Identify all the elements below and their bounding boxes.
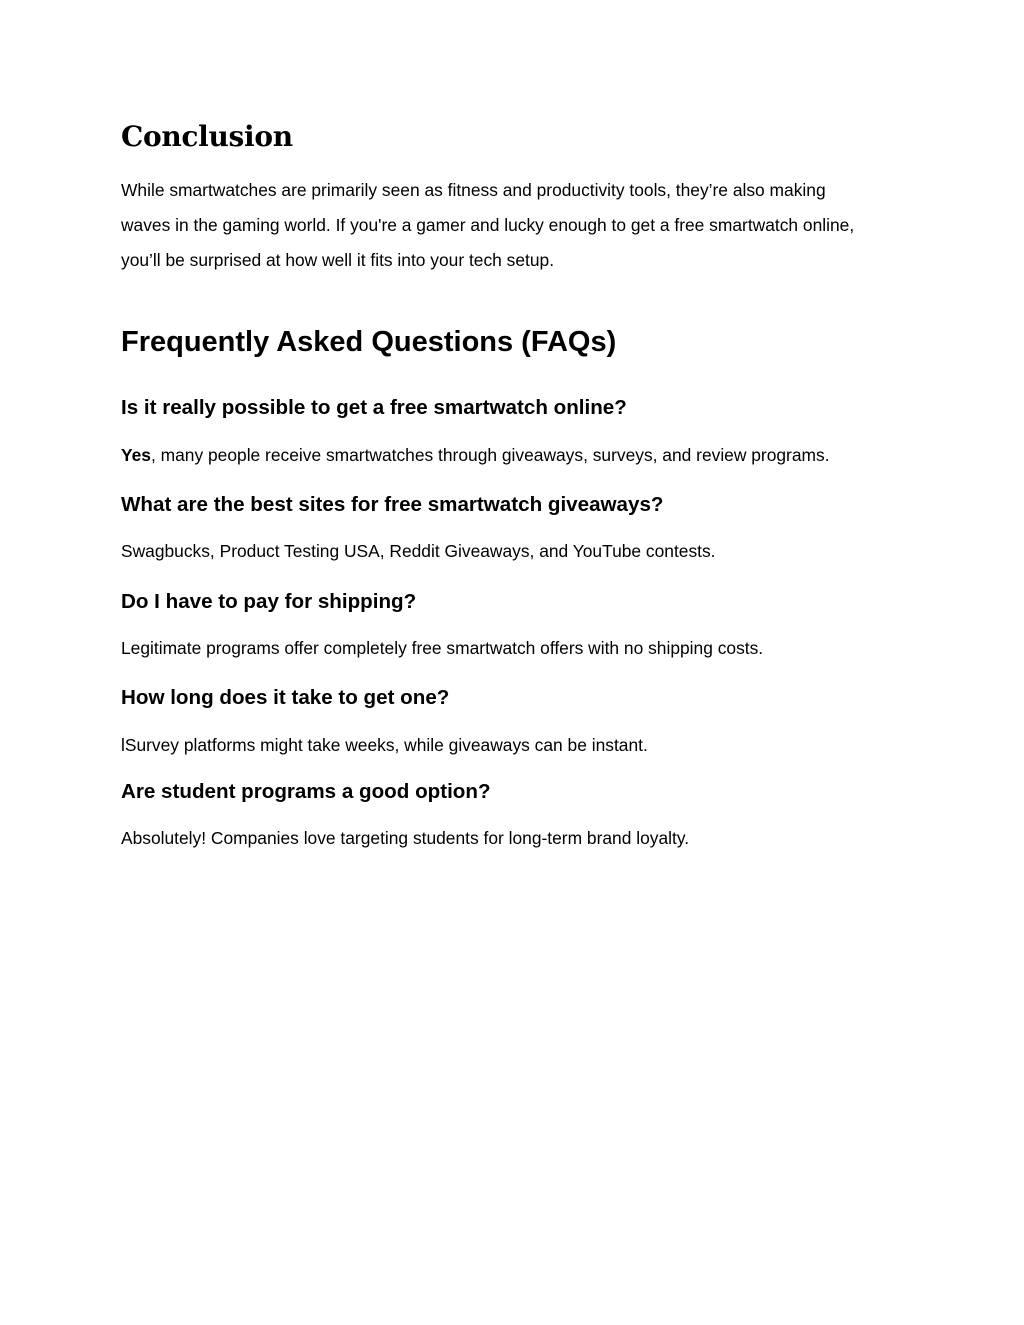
faq-heading: Frequently Asked Questions (FAQs) [121,326,617,358]
conclusion-line: While smartwatches are primarily seen as fitness and productivity tools, they’re also making [121,180,826,200]
faq-answer: lSurvey platforms might take weeks, while giveaways can be instant. [121,735,648,755]
faq-answer [121,443,830,467]
conclusion-heading: Conclusion [121,120,293,153]
faq-answer: Absolutely! Companies love targeting students for long-term brand loyalty. [121,828,690,848]
faq-question: What are the best sites for free smartwatch giveaways? [121,493,664,516]
conclusion-line: waves in the gaming world. If you're a gamer and lucky enough to get a free smartwatch online, [121,215,855,235]
conclusion-line: you’ll be surprised at how well it fits into your tech setup. [121,250,555,270]
faq-answer-text: , many people receive smartwatches through giveaways, surveys, and review programs. [150,445,830,465]
faq-answer-emphasis: Yes [121,445,151,465]
faq-question: How long does it take to get one? [121,686,450,709]
faq-answer: Legitimate programs offer completely free smartwatch offers with no shipping costs. [121,638,764,658]
conclusion-paragraph [121,173,911,278]
faq-question: Are student programs a good option? [121,780,491,803]
faq-question: Do I have to pay for shipping? [121,590,417,613]
faq-answer: Swagbucks, Product Testing USA, Reddit Giveaways, and YouTube contests. [121,541,716,561]
faq-question: Is it really possible to get a free smartwatch online? [121,396,627,419]
